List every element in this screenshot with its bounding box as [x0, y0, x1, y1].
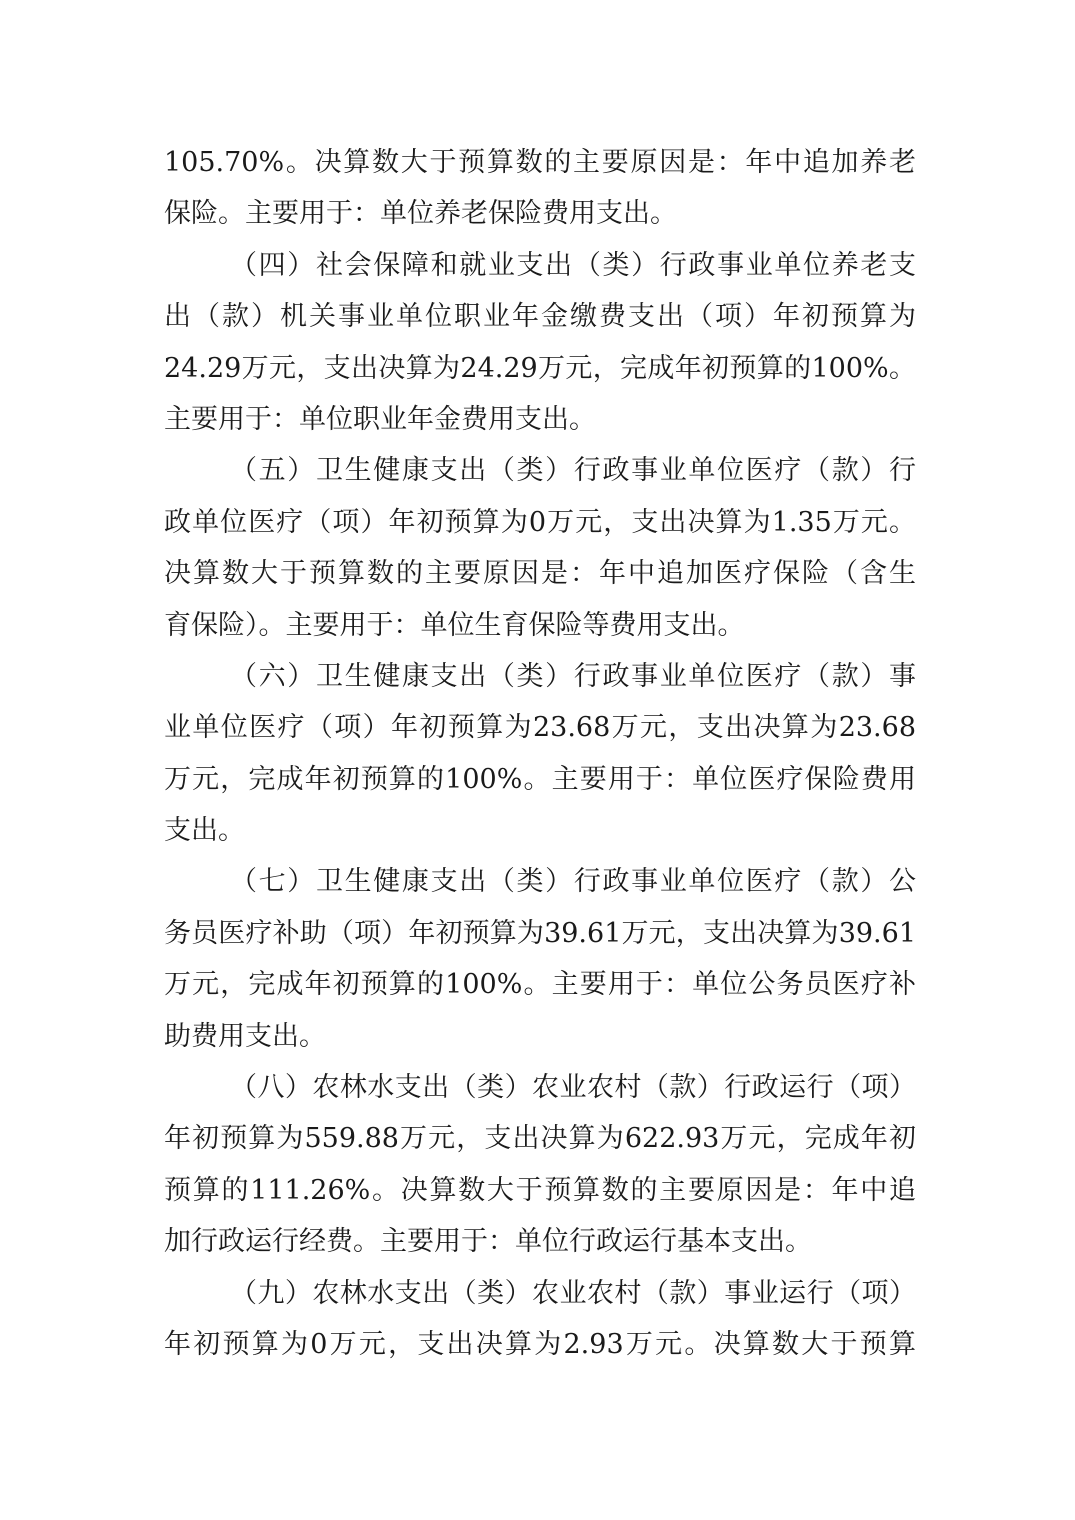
- text-line: 政单位医疗（项）年初预算为0万元，支出决算为1.35万元。: [164, 506, 916, 538]
- text-line: 年初预算为559.88万元，支出决算为622.93万元，完成年初: [164, 1123, 916, 1155]
- text-line: 业单位医疗（项）年初预算为23.68万元，支出决算为23.68: [164, 712, 916, 744]
- text-line: （五）卫生健康支出（类）行政事业单位医疗（款）行: [230, 455, 916, 487]
- text-line: 预算的111.26%。决算数大于预算数的主要原因是：年中追: [164, 1174, 916, 1206]
- text-line: 主要用于：单位职业年金费用支出。: [164, 403, 596, 435]
- text-line: （七）卫生健康支出（类）行政事业单位医疗（款）公: [230, 866, 916, 898]
- text-line: 24.29万元，支出决算为24.29万元，完成年初预算的100%。: [164, 352, 916, 384]
- text-line: 万元，完成年初预算的100%。主要用于：单位公务员医疗补: [164, 969, 916, 1001]
- text-line: （九）农林水支出（类）农业农村（款）事业运行（项）: [230, 1277, 916, 1309]
- text-line: 出（款）机关事业单位职业年金缴费支出（项）年初预算为: [164, 301, 916, 333]
- text-line: 决算数大于预算数的主要原因是：年中追加医疗保险（含生: [164, 558, 916, 590]
- text-line: 支出。: [164, 815, 245, 847]
- document-body: [164, 137, 916, 1370]
- text-line: 保险。主要用于：单位养老保险费用支出。: [164, 198, 677, 230]
- text-line: 育保险）。主要用于：单位生育保险等费用支出。: [164, 609, 745, 641]
- text-line: 年初预算为0万元，支出决算为2.93万元。决算数大于预算: [164, 1328, 916, 1360]
- text-line: 105.70%。决算数大于预算数的主要原因是：年中追加养老: [164, 147, 916, 178]
- text-line: （六）卫生健康支出（类）行政事业单位医疗（款）事: [230, 660, 916, 692]
- text-line: 加行政运行经费。主要用于：单位行政运行基本支出。: [164, 1226, 812, 1258]
- text-line: （八）农林水支出（类）农业农村（款）行政运行（项）: [230, 1072, 916, 1104]
- text-line: 助费用支出。: [164, 1020, 326, 1052]
- text-line: 务员医疗补助（项）年初预算为39.61万元，支出决算为39.61: [164, 917, 916, 949]
- text-line: （四）社会保障和就业支出（类）行政事业单位养老支: [230, 249, 916, 281]
- text-line: 万元，完成年初预算的100%。主要用于：单位医疗保险费用: [164, 763, 916, 795]
